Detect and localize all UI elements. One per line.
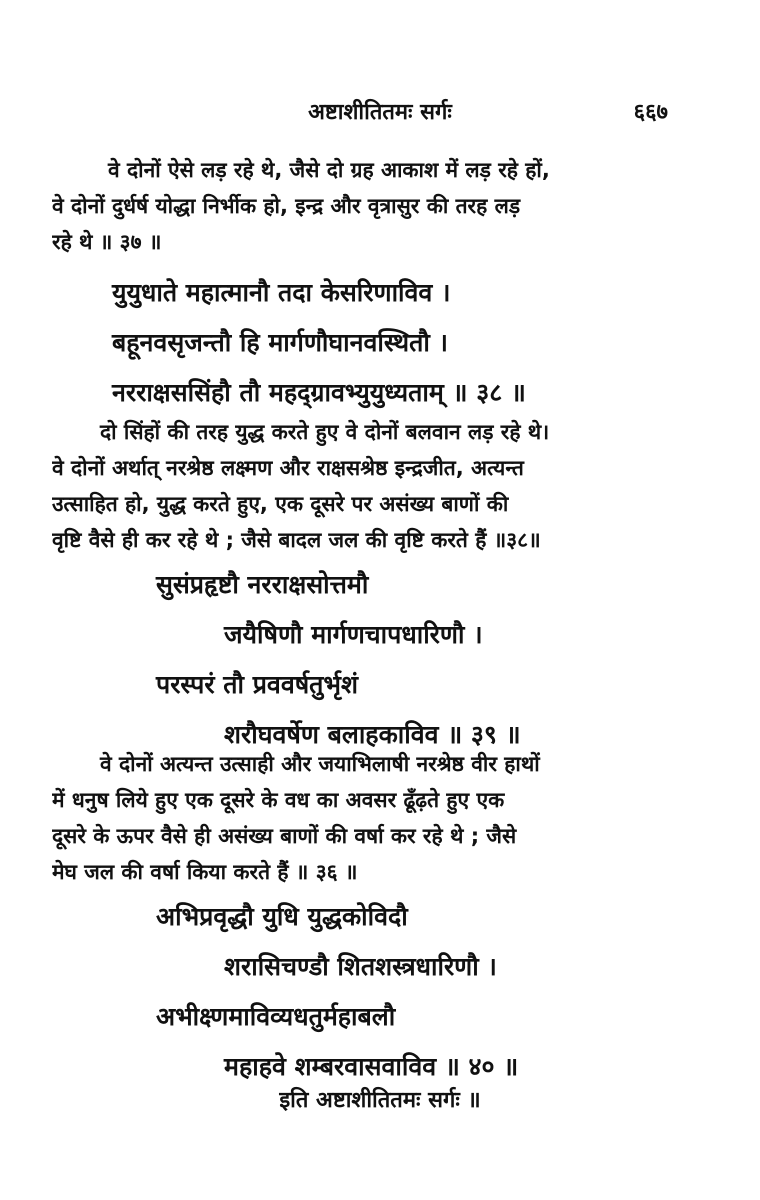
prose-line: मेघ जल की वर्षा किया करते हैं ॥ ३६ ॥ — [52, 860, 358, 884]
chapter-end-colophon: इति अष्टाशीतितमः सर्गः ॥ — [279, 1088, 481, 1113]
translation-paragraph-37 — [52, 152, 680, 260]
prose-line: वे दोनों अत्यन्त उत्साही और जयाभिलाषी नरश्रेष्ठ वीर हाथों — [100, 752, 540, 776]
shloka-line: महाहवे शम्बरवासवाविव ॥ ४० ॥ — [224, 1052, 519, 1081]
shloka-line: नरराक्षससिंहौ तौ महद्ग्रावभ्युयुध्यताम् ॥ ३८ ॥ — [112, 378, 526, 407]
shloka-line: परस्परं तौ प्रववर्षतुर्भृशं — [156, 670, 359, 699]
prose-line: में धनुष लिये हुए एक दूसरे के वध का अवसर ढूँढ़ते हुए एक — [52, 788, 505, 812]
chapter-title: अष्टाशीतितमः सर्गः — [308, 100, 452, 125]
prose-line: उत्साहित हो, युद्ध करते हुए, एक दूसरे पर असंख्य बाणों की — [52, 492, 509, 516]
prose-line: वे दोनों दुर्धर्ष योद्धा निर्भीक हो, इन्द्र और वृत्रासुर की तरह लड़ — [52, 194, 521, 218]
shloka-38 — [112, 268, 526, 418]
page-header — [0, 96, 760, 130]
prose-line: दो सिंहों की तरह युद्ध करते हुए वे दोनों बलवान लड़ रहे थे। — [100, 420, 550, 444]
prose-line: वृष्टि वैसे ही कर रहे थे ; जैसे बादल जल की वृष्टि करते हैं ॥३८॥ — [52, 528, 541, 552]
shloka-line: शरौघवर्षेण बलाहकाविव ॥ ३९ ॥ — [224, 720, 521, 749]
shloka-line: बहूनवसृजन्तौ हि मार्गणौघानवस्थितौ । — [112, 328, 449, 357]
prose-line: वे दोनों अर्थात् नरश्रेष्ठ लक्ष्मण और राक्षसश्रेष्ठ इन्द्रजीत, अत्यन्त — [52, 456, 524, 480]
shloka-line: युयुधाते महात्मानौ तदा केसरिणाविव । — [112, 278, 451, 307]
prose-line: दूसरे के ऊपर वैसे ही असंख्य बाणों की वर्षा कर रहे थे ; जैसे — [52, 824, 517, 848]
translation-paragraph-39 — [52, 746, 680, 890]
prose-line: वे दोनों ऐसे लड़ रहे थे, जैसे दो ग्रह आकाश में लड़ रहे हों, — [108, 158, 550, 182]
shloka-39 — [156, 560, 656, 760]
shloka-40 — [156, 892, 656, 1092]
shloka-line: सुसंप्रहृष्टौ नरराक्षसोत्तमौ — [156, 570, 369, 599]
shloka-line: अभीक्ष्णमाविव्यधतुर्महाबलौ — [156, 1002, 396, 1031]
shloka-line: शरासिचण्डौ शितशस्त्रधारिणौ । — [224, 952, 497, 981]
shloka-line: जयैषिणौ मार्गणचापधारिणौ । — [224, 620, 483, 649]
translation-paragraph-38 — [52, 414, 680, 558]
shloka-line: अभिप्रवृद्धौ युधि युद्धकोविदौ — [156, 902, 408, 931]
prose-line: रहे थे ॥ ३७ ॥ — [52, 230, 162, 254]
page-number: ६६७ — [633, 100, 668, 125]
